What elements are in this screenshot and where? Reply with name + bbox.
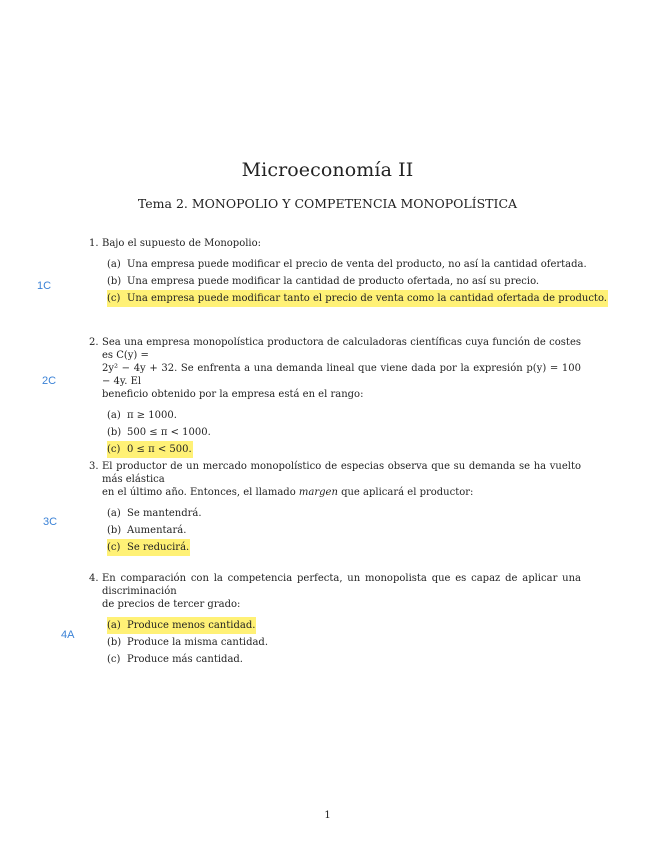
question-number: 2. xyxy=(89,337,99,348)
answer-note-1: 1C xyxy=(37,280,52,292)
question-1 xyxy=(89,237,607,307)
option-label: (b) xyxy=(107,525,122,536)
option-list xyxy=(107,617,581,668)
option-label: (c) xyxy=(107,293,121,304)
option-text: 0 ≤ π < 500. xyxy=(127,444,192,455)
option-text: Se mantendrá. xyxy=(127,508,202,519)
option-b xyxy=(107,634,581,651)
question-number: 4. xyxy=(89,573,99,584)
question-line-text: en el último año. Entonces, el llamado xyxy=(102,487,296,498)
option-c-highlighted xyxy=(107,539,581,556)
option-b xyxy=(107,273,581,290)
option-label: (b) xyxy=(107,427,122,438)
option-label: (a) xyxy=(107,259,121,270)
option-text: Una empresa puede modificar tanto el precio de venta como la cantidad ofertada de producto. xyxy=(127,293,607,304)
answer-note-2: 2C xyxy=(42,375,57,387)
question-2 xyxy=(89,336,581,458)
option-c-highlighted xyxy=(107,290,607,307)
question-text xyxy=(102,336,581,401)
option-a xyxy=(107,407,581,424)
option-list xyxy=(107,256,607,307)
option-c-highlighted xyxy=(107,441,581,458)
option-b xyxy=(107,522,581,539)
option-text: Produce la misma cantidad. xyxy=(127,637,269,648)
question-number: 1. xyxy=(89,238,99,249)
question-line-text: que aplicará el productor: xyxy=(341,487,474,498)
option-text: 500 ≤ π < 1000. xyxy=(127,427,211,438)
question-line: Sea una empresa monopolística productora de calculadoras científicas cuya función de costes es C(y) = xyxy=(102,337,581,361)
option-label: (a) xyxy=(107,410,121,421)
question-number: 3. xyxy=(89,461,99,472)
option-c xyxy=(107,651,581,668)
question-text xyxy=(102,572,581,611)
option-label: (a) xyxy=(107,508,121,519)
answer-note-3: 3C xyxy=(43,516,58,528)
question-text: Bajo el supuesto de Monopolio: xyxy=(102,238,262,249)
option-label: (a) xyxy=(107,620,121,631)
option-text: Una empresa puede modificar la cantidad de producto ofertada, no así su precio. xyxy=(127,276,540,287)
question-line: El productor de un mercado monopolístico de especias observa que su demanda se ha vuelto más elástica xyxy=(102,461,581,485)
document-subtitle: Tema 2. MONOPOLIO Y COMPETENCIA MONOPOLÍSTICA xyxy=(137,196,518,211)
option-label: (b) xyxy=(107,637,122,648)
option-text: Una empresa puede modificar el precio de venta del producto, no así la cantidad ofertada. xyxy=(127,259,587,270)
option-text: Se reducirá. xyxy=(127,542,190,553)
option-label: (c) xyxy=(107,654,121,665)
answer-note-4: 4A xyxy=(61,629,75,641)
question-line: de precios de tercer grado: xyxy=(102,599,241,610)
question-text xyxy=(102,460,581,499)
question-line: En comparación con la competencia perfecta, un monopolista que es capaz de aplicar una discriminación xyxy=(102,573,581,597)
question-3 xyxy=(89,460,581,556)
question-4 xyxy=(89,572,581,668)
option-label: (c) xyxy=(107,542,121,553)
option-label: (c) xyxy=(107,444,121,455)
option-b xyxy=(107,424,581,441)
option-text: Produce menos cantidad. xyxy=(127,620,256,631)
document-title: Microeconomía II xyxy=(241,159,414,181)
italic-term: margen xyxy=(298,487,338,498)
question-line xyxy=(102,486,581,499)
option-text: Aumentará. xyxy=(127,525,187,536)
option-text: Produce más cantidad. xyxy=(127,654,243,665)
question-line: 2y² − 4y + 32. Se enfrenta a una demanda lineal que viene dada por la expresión p(y) = 100 − 4y. El xyxy=(102,363,581,387)
page-number: 1 xyxy=(324,810,331,821)
option-a xyxy=(107,256,587,273)
option-a-highlighted xyxy=(107,617,581,634)
question-line: beneficio obtenido por la empresa está en el rango: xyxy=(102,389,364,400)
option-list xyxy=(107,407,581,458)
option-list xyxy=(107,505,581,556)
option-text: π ≥ 1000. xyxy=(127,410,177,421)
option-label: (b) xyxy=(107,276,122,287)
option-a xyxy=(107,505,581,522)
